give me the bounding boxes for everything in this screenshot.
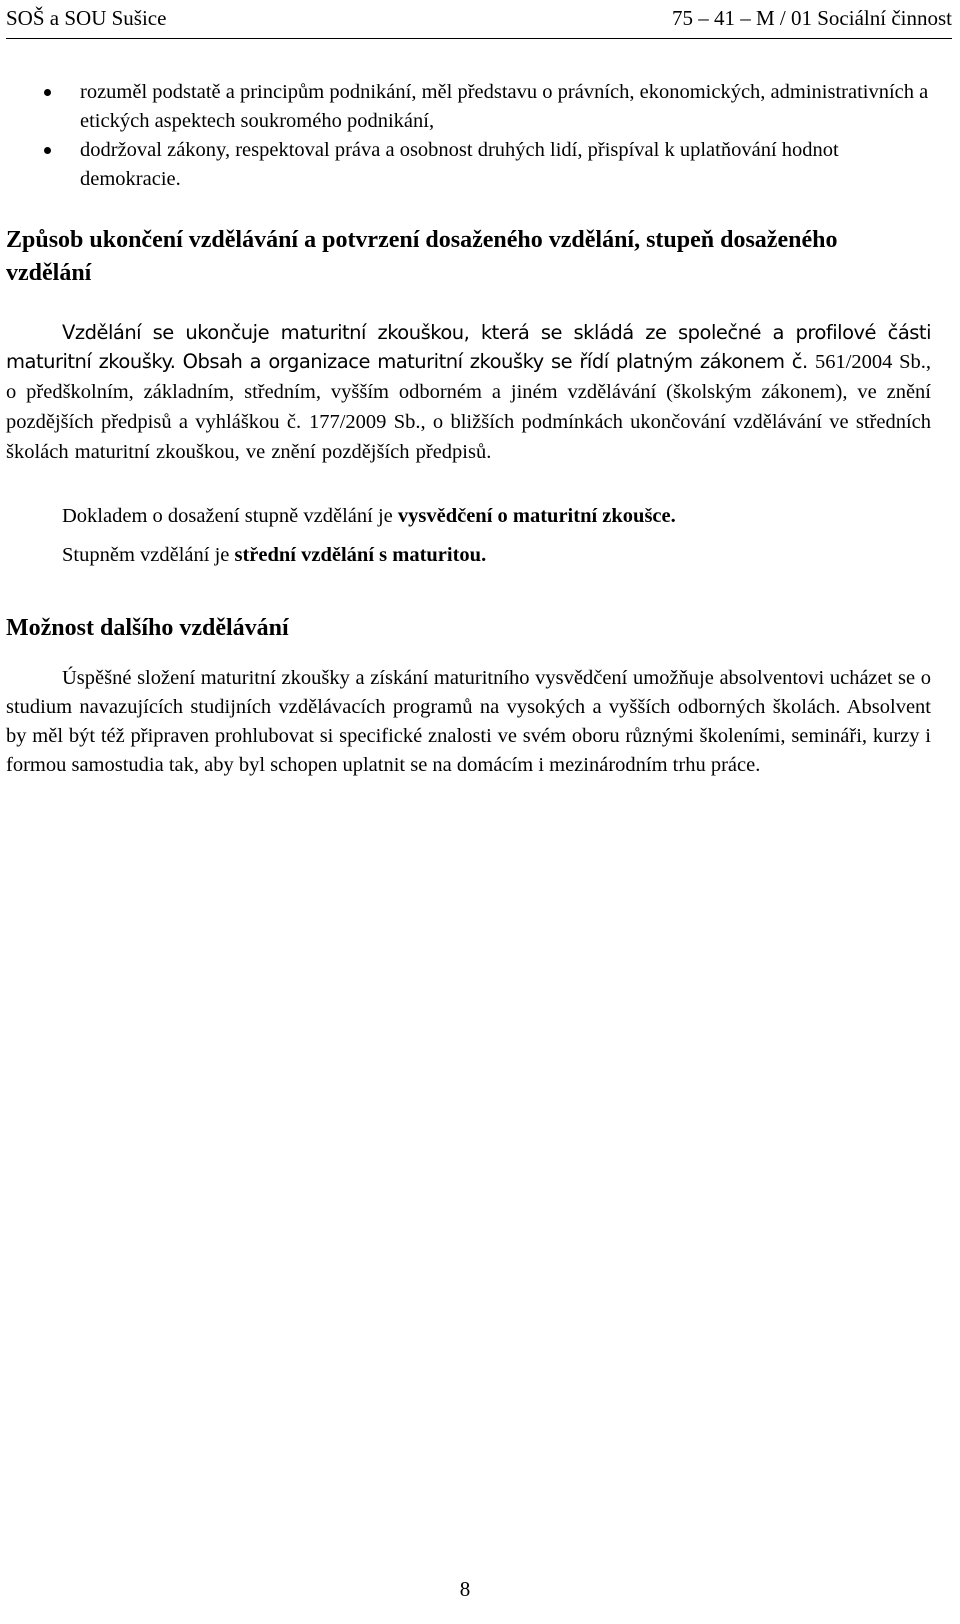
page-number: 8 — [459, 1577, 471, 1601]
certificate-paragraph — [6, 502, 931, 531]
further-education-text: Úspěšné složení maturitní zkoušky a získání maturitního vysvědčení umožňuje absolventovi ucházet se o studium navazujících studijních vzdělávacích programů na vysokých a vyšších odborných školách. Absolvent by měl být též připraven prohlubovat si specifické znalosti ve svém oboru různými školeními, semináři, kurzy i formou samostudia tak, aby byl schopen uplatnit se na domácím i mezinárodním trhu práce. — [6, 667, 931, 776]
page-header — [6, 6, 952, 39]
law-reference-1: 561/2004 Sb. — [814, 351, 926, 373]
law-reference-2: 177/2009 Sb. — [308, 411, 421, 433]
further-education-paragraph — [6, 664, 931, 780]
completion-paragraph — [6, 318, 931, 467]
education-level-paragraph — [6, 541, 931, 570]
list-item — [6, 136, 936, 194]
section-heading-completion: Způsob ukončení vzdělávání a potvrzení dosaženého vzdělání, stupeň dosaženého vzdělání — [6, 227, 838, 286]
list-item-text: dodržoval zákony, respektoval práva a osobnost druhých lidí, přispíval k uplatňování hodnot demokracie. — [80, 139, 839, 190]
education-level-text: Stupněm vzdělání je — [62, 544, 235, 566]
header-program-code: 75 – 41 – M / 01 Sociální činnost — [672, 6, 952, 30]
completion-text-a: Vzdělání se ukončuje maturitní zkouškou, která se skládá ze společné a profilové části maturitní zkoušky. Obsah a organizace maturitní zkoušky se řídí platným zákonem č. — [6, 321, 931, 373]
certificate-text: Dokladem o dosažení stupně vzdělání je — [62, 505, 398, 527]
list-item-text: rozuměl podstatě a principům podnikání, měl představu o právních, ekonomických, administrativních a etických aspektech soukromého podnikání, — [80, 81, 929, 132]
list-item — [6, 78, 936, 136]
completion-text-c: , o předškolním, základním, středním, vyšším odborném a jiném vzdělávání (školským zákonem), ve znění pozdějších předpisů a vyhláškou č. — [6, 351, 931, 433]
bullet-icon — [44, 89, 51, 96]
header-school-name: SOŠ a SOU Sušice — [6, 6, 167, 30]
bullet-icon — [44, 147, 51, 154]
certificate-bold: vysvědčení o maturitní zkoušce. — [397, 505, 676, 527]
completion-text-e: , o bližších podmínkách ukončování vzdělávání ve středních školách maturitní zkouškou, ve znění pozdějších předpisů. — [6, 411, 932, 463]
section-heading-further-education: Možnost dalšího vzdělávání — [6, 615, 289, 641]
bullet-list — [6, 78, 936, 194]
education-level-bold: střední vzdělání s maturitou. — [234, 544, 487, 566]
